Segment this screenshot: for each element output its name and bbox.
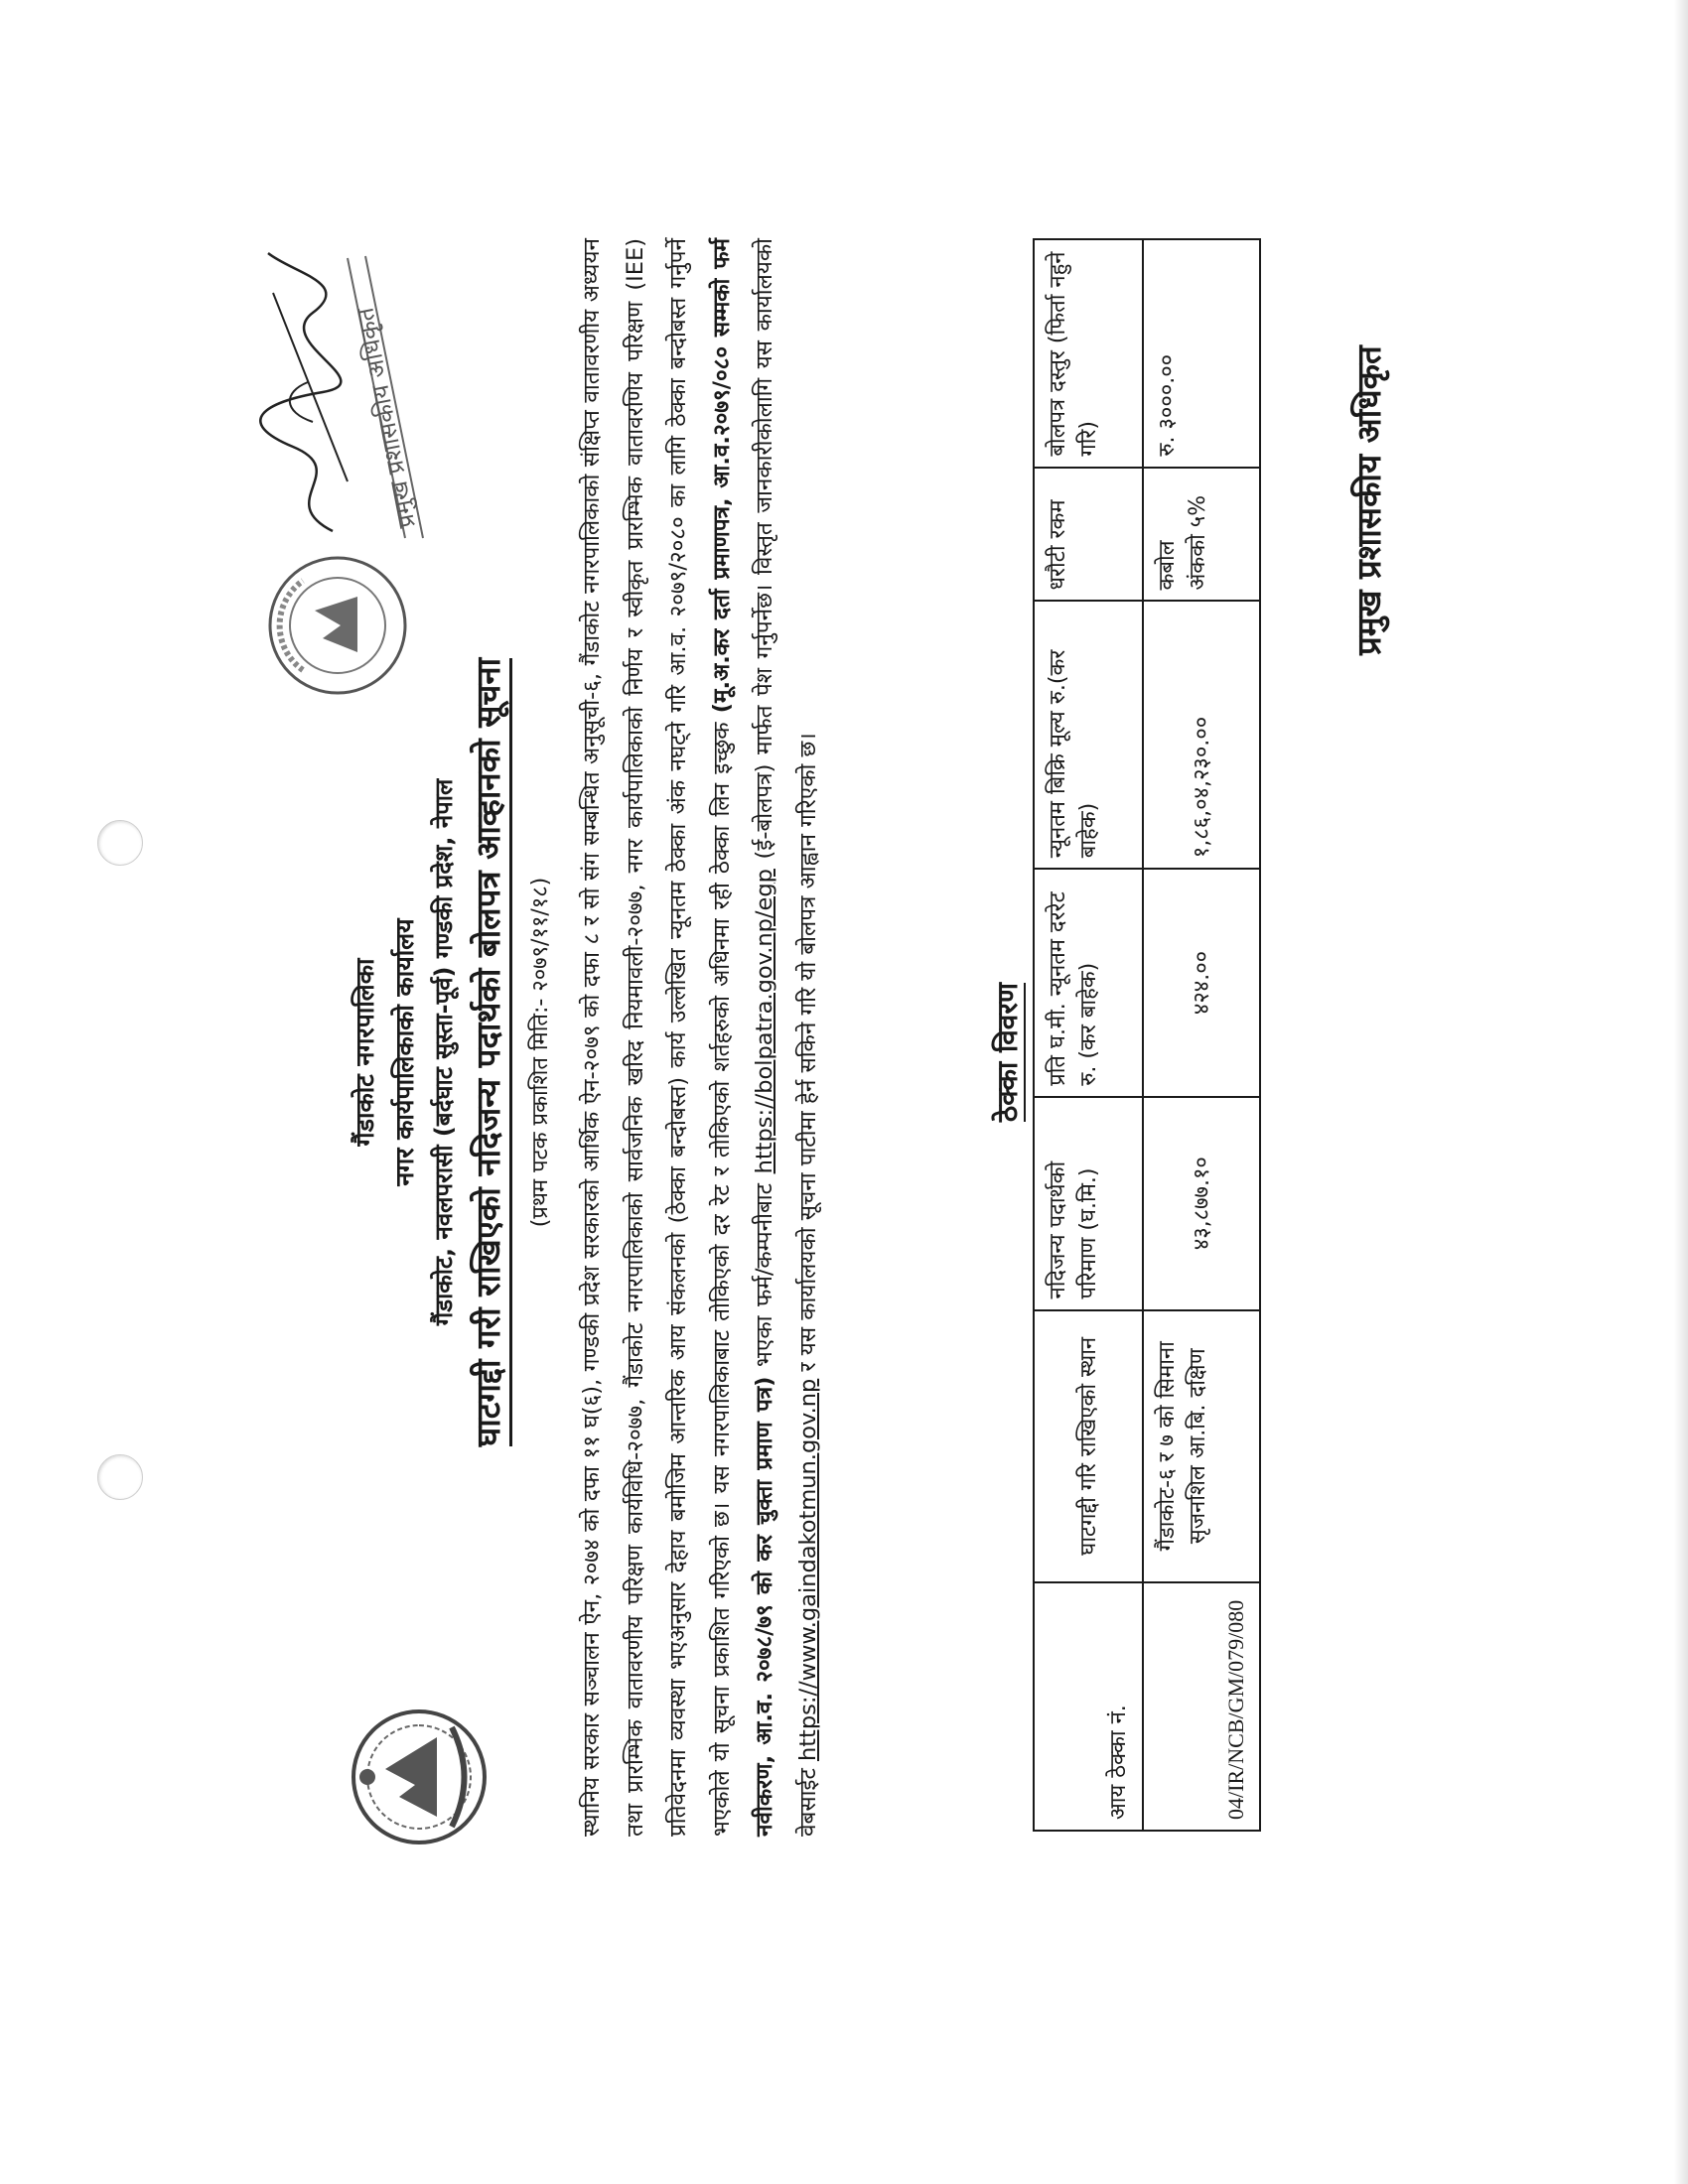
municipality-name: गैंडाकोट नगरपालिका: [351, 958, 379, 1147]
office-address: गैंडाकोट, नवलपरासी (बर्दघाट सुस्ता-पूर्व) गण्डकी प्रदेश, नेपाल: [430, 778, 458, 1326]
notice-title-text: घाटगद्दी गरी राखिएको नदिजन्य पदार्थको बोलपत्र आव्हानको सूचना: [469, 658, 512, 1446]
egp-link[interactable]: https://bolpatra.gov.np/egp: [752, 869, 777, 1174]
punch-hole-top: [97, 820, 143, 866]
cell-location: गैंडाकोट-६ र ७ को सिमाना सृजनशिल आ.बि. दक्षिण: [1143, 1310, 1260, 1583]
col-header-bid-fee: बोलपत्र दस्तुर (फिर्ता नहुने गरि): [1034, 239, 1143, 468]
col-header-contract-no: आय ठेक्का नं.: [1034, 1582, 1143, 1831]
notice-body: [571, 238, 830, 1837]
office-name: नगर कार्यपालिकाको कार्यालय: [390, 918, 419, 1186]
punch-hole-bottom: [97, 1454, 143, 1500]
contract-details-table: [1033, 238, 1261, 1832]
table-header-row: [1034, 239, 1143, 1831]
body-text-2: भएका फर्म/कम्पनीबाट: [752, 1183, 777, 1367]
stamp-text: प्रमुख प्रशासकीय अधिकृत: [351, 305, 421, 531]
contract-details-heading: [988, 238, 1026, 1866]
page-edge-shadow: [1674, 0, 1688, 2184]
published-date: (प्रथम पटक प्रकाशित मिति:- २०७९/११/१८): [528, 877, 553, 1228]
cell-min-rate: ४२४.००: [1143, 869, 1260, 1097]
body-text-3: (ई-बोलपत्र) मार्फत पेश गर्नुपर्नेछ। विस्तृत जानकारीकोलागि यस कार्यालयको वेबसाईट: [752, 238, 821, 1837]
col-header-min-sale-value: न्यूनतम बिक्रि मूल्य रु.(कर बाहेक): [1034, 602, 1143, 870]
cell-min-sale-value: १,८६,०४,२३०.००: [1143, 602, 1260, 870]
col-header-quantity: नदिजन्य पदार्थको परिमाण (घ.मि.): [1034, 1097, 1143, 1310]
col-header-min-rate: प्रति घ.मी. न्यूनतम दररेट रु. (कर बाहेक): [1034, 869, 1143, 1097]
cell-bid-fee: रु. ३०००.००: [1143, 239, 1260, 468]
notice-title: [465, 238, 509, 1866]
required-documents: (मू.अ.कर दर्ता प्रमाणपत्र, आ.व.२०७९/०८० सम्मको फर्म नवीकरण, आ.व. २०७८/७९ को कर चुक्ता प्रमाण पत्र): [708, 238, 777, 1837]
rotated-document: [348, 238, 1470, 1866]
cell-deposit: कबोल अंकको ५%: [1143, 468, 1260, 602]
col-header-deposit: धरौटी रकम: [1034, 468, 1143, 602]
signatory-title: प्रमुख प्रशासकीय अधिकृत: [1349, 345, 1388, 655]
body-text-4: र यस कार्यालयको सूचना पाटीमा हेर्न सकिने गरि यो बोलपत्र आह्वान गरिएको छ।: [794, 733, 821, 1372]
col-header-location: घाटगद्दी गरि राखिएको स्थान: [1034, 1310, 1143, 1583]
municipality-website-link[interactable]: https://www.gaindakotmun.gov.np: [794, 1378, 821, 1762]
table-row: [1143, 239, 1260, 1831]
contract-details-heading-text: ठेक्का विवरण: [991, 982, 1024, 1123]
body-text-1: स्थानिय सरकार सञ्चालन ऐन, २०७४ को दफा ११ घ(६), गण्डकी प्रदेश सरकारको आर्थिक ऐन-२०७९ को दफा ८ र सो संग सम्बन्धित अनुसूची-६, गैंडाकोट नगरपालिकाको संक्षिप्त वातावरणीय अध्ययन तथा प्रारम्भिक वातावरणीय परिक्षण कार्यविधि-२०७७, गैंडाकोट नगरपालिकाको सार्वजनिक खरिद नियमावली-२०७७, नगर कार्यपालिकाको निर्णय र स्वीकृत प्रारम्भिक वातावरणिय परिक्षण (IEE) प्रतिवेदनमा व्यवस्था भएअनुसार देहाय बमोजिम आन्तरिक आय संकलनको (ठेक्का बन्दोबस्त) कार्य उल्लेखित न्यूनतम ठेक्का अंक नघट्ने गरि आ.व. २०७९/२०८० का लागि ठेक्का बन्दोबस्त गर्नुपर्ने भएकोले यो सूचना प्रकाशित गरिएको छ। यस नगरपालिकाबाट तोकिएको दर रेट र तोकिएको शर्तहरुको अधिनमा रही ठेक्का लिन इच्छुक: [579, 238, 735, 1837]
cell-contract-no: 04/IR/NCB/GM/079/080: [1143, 1582, 1260, 1831]
cell-quantity: ४३,८७७.१०: [1143, 1097, 1260, 1310]
